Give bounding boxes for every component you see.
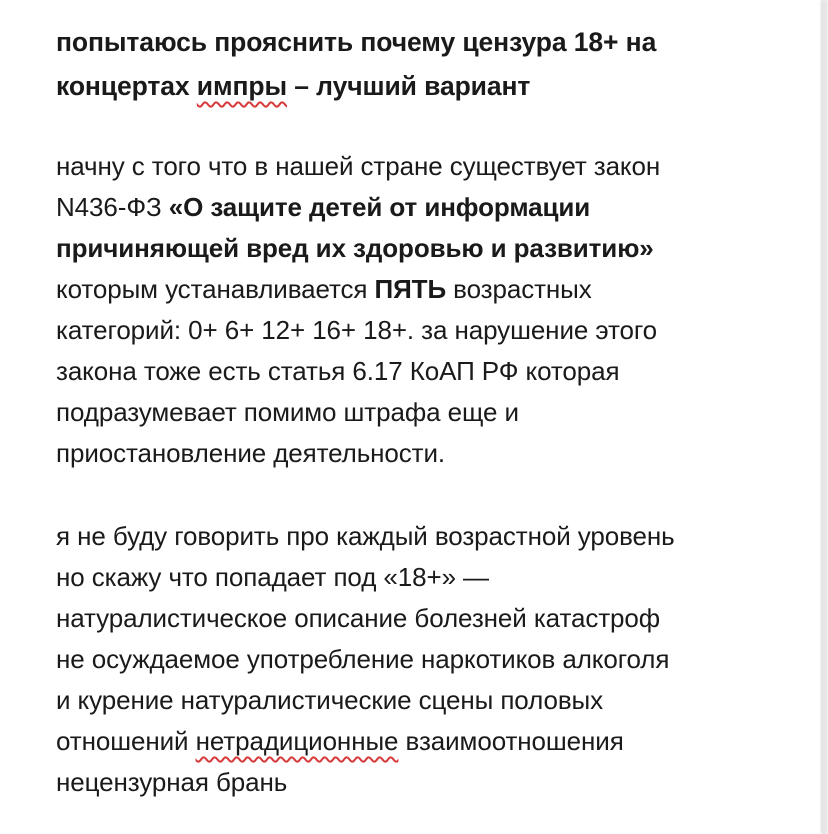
title-text: – лучший вариант — [287, 71, 531, 101]
note-editor[interactable] — [56, 20, 796, 803]
paragraph-text: N436-ФЗ — [56, 192, 169, 222]
paragraph-line: категорий: 0+ 6+ 12+ 16+ 18+. за нарушение этого — [56, 315, 657, 345]
misspelled-word[interactable]: импры — [196, 71, 288, 101]
title-line-1: попытаюсь прояснить почему цензура 18+ на — [56, 27, 657, 57]
law-title-bold: причиняющей вред их здоровью и развитию» — [56, 233, 654, 263]
paragraph-line: нецензурная брань — [56, 767, 288, 797]
law-title-bold: «О защите детей от информации — [168, 192, 591, 222]
paragraph-line: подразумевает помимо штрафа еще и — [56, 397, 519, 427]
paragraph-line: закона тоже есть статья 6.17 КоАП РФ которая — [56, 356, 620, 386]
paragraph-2 — [56, 516, 796, 803]
paragraph-line: и курение натуралистические сцены половых — [56, 685, 604, 715]
paragraph-line: начну с того что в нашей стране существует закон — [56, 151, 661, 181]
paragraph-text: возрастных — [446, 274, 592, 304]
paragraph-text: отношений — [56, 726, 196, 756]
emphasis-bold: ПЯТЬ — [374, 274, 447, 304]
paragraph-text: которым устанавливается — [56, 274, 375, 304]
misspelled-word[interactable]: нетрадиционные — [195, 726, 399, 756]
paragraph-line — [56, 721, 796, 762]
paragraph-line: не осуждаемое употребление наркотиков алкоголя — [56, 644, 670, 674]
vertical-scrollbar[interactable] — [820, 0, 828, 834]
paragraph-text: взаимоотношения — [398, 726, 624, 756]
paragraph-line: я не буду говорить про каждый возрастной уровень — [56, 521, 675, 551]
note-title — [56, 20, 796, 108]
title-text: концертах — [56, 71, 197, 101]
paragraph-line: но скажу что попадает под «18+» — — [56, 562, 489, 592]
paragraph-1 — [56, 146, 796, 474]
paragraph-line: натуралистическое описание болезней катастроф — [56, 603, 661, 633]
paragraph-line — [56, 187, 796, 228]
paragraph-line — [56, 269, 796, 310]
title-line-2 — [56, 64, 796, 108]
paragraph-line: приостановление деятельности. — [56, 438, 446, 468]
scrollbar-thumb[interactable] — [821, 0, 827, 834]
